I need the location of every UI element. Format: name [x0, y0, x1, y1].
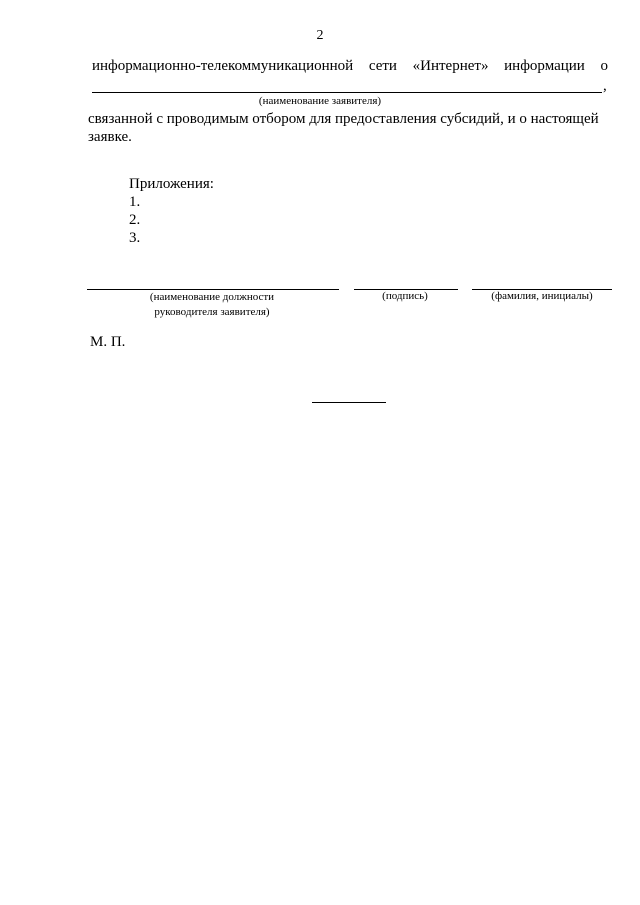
- attachment-item: 3.: [129, 230, 141, 246]
- end-of-document-rule: [312, 402, 386, 403]
- position-caption: [112, 290, 312, 320]
- applicant-name-caption: (наименование заявителя): [258, 95, 382, 107]
- signature-caption: (подпись): [382, 290, 428, 302]
- line1-word: сети: [368, 58, 397, 74]
- position-caption-line: (наименование должности: [149, 291, 275, 303]
- attachments-title: Приложения:: [129, 176, 214, 192]
- attachment-item: 2.: [129, 212, 141, 228]
- line1-word: о: [600, 58, 608, 74]
- line1-word: «Интернет»: [412, 58, 489, 74]
- stamp-place-label: М. П.: [90, 334, 126, 350]
- paragraph-continuation: связанной с проводимым отбором для предоставления субсидий, и о настоящей заявке.: [88, 111, 599, 145]
- applicant-name-blank-line: [92, 92, 602, 93]
- blank-trailing-comma: ,: [603, 78, 607, 94]
- position-caption-line: руководителя заявителя): [154, 306, 270, 318]
- paragraph-first-line: [92, 58, 608, 75]
- line1-word: информационно-телекоммуникационной: [92, 58, 354, 74]
- page-number: 2: [316, 28, 324, 43]
- attachment-item: 1.: [129, 194, 141, 210]
- name-caption: (фамилия, инициалы): [491, 290, 593, 302]
- line1-word: информации: [504, 58, 585, 74]
